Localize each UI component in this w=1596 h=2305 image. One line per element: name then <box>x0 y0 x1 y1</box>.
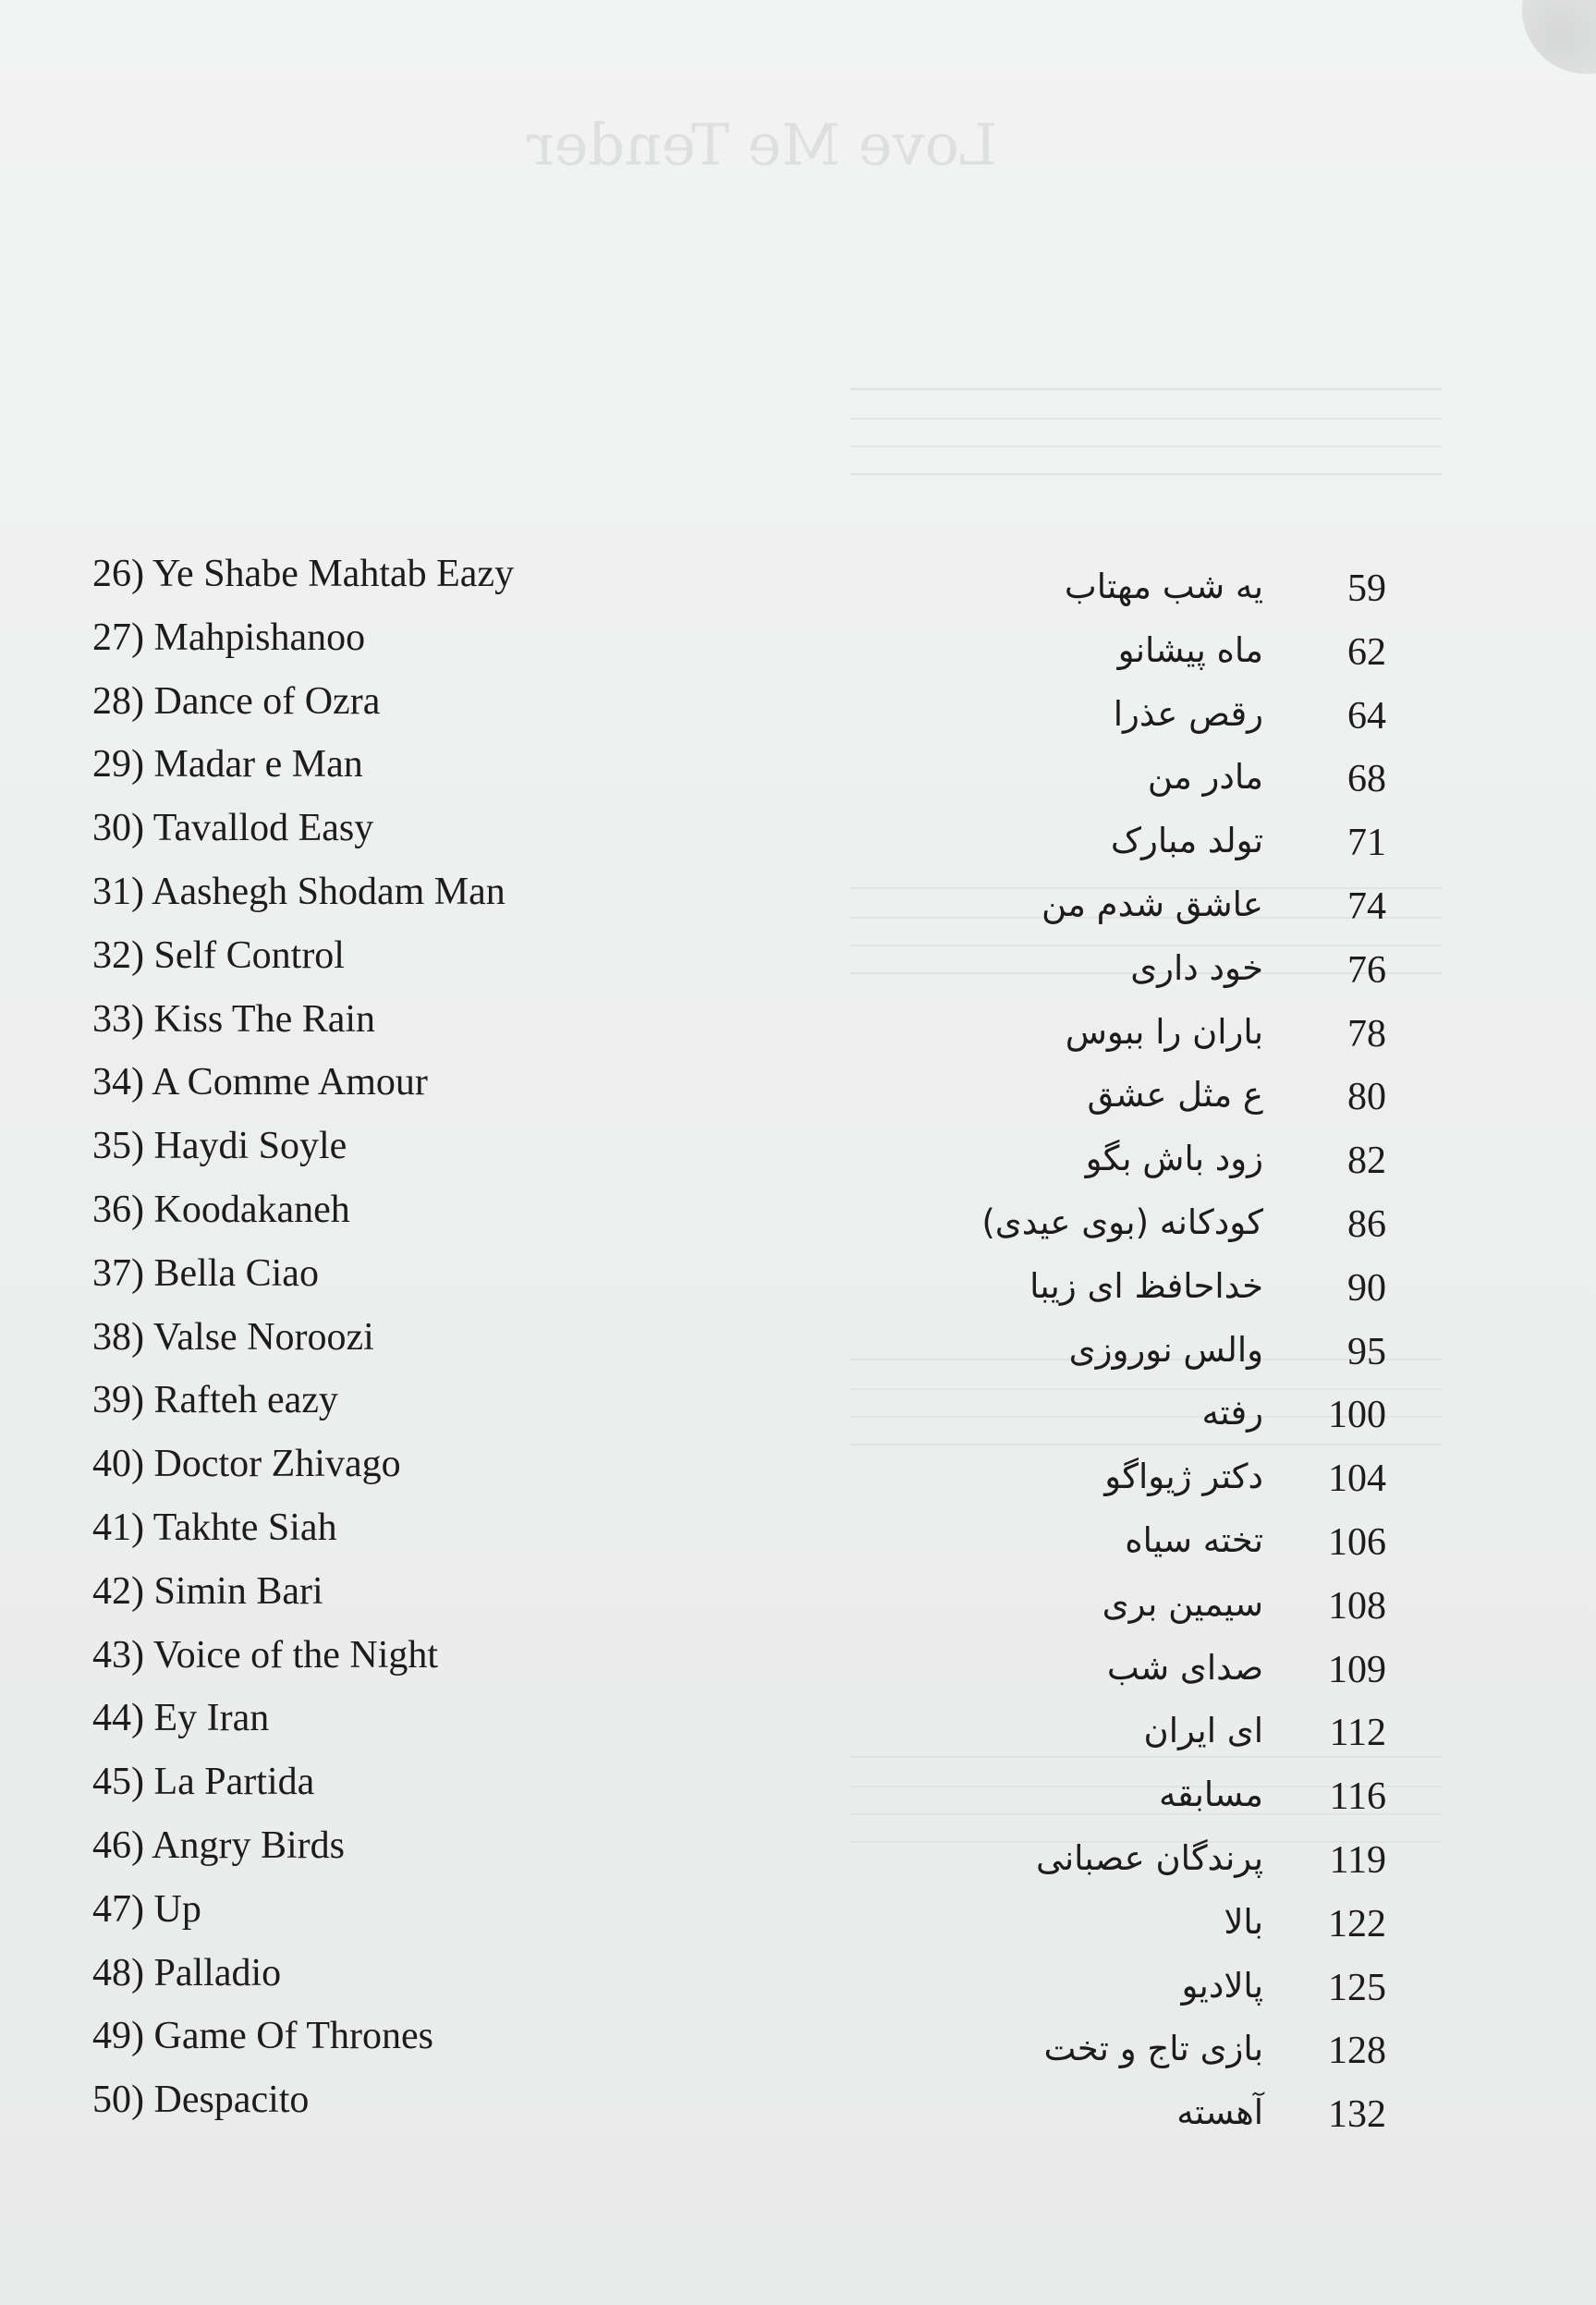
toc-entry-title: 34) A Comme Amour <box>92 1061 428 1104</box>
toc-entry <box>0 745 1596 808</box>
toc-entry-persian-title: ماه پیشانو <box>1117 629 1263 670</box>
toc-entry-title: 39) Rafteh eazy <box>92 1379 338 1422</box>
toc-entry <box>0 618 1596 681</box>
toc-entry-title: 45) La Partida <box>92 1761 315 1804</box>
toc-entry-persian-title: خداحافظ ای زیبا <box>1029 1265 1263 1306</box>
toc-entry-title: 32) Self Control <box>92 933 345 977</box>
toc-entry-title: 42) Simin Bari <box>92 1569 323 1613</box>
toc-entry <box>0 1633 1596 1699</box>
toc-entry-persian-title: صدای شب <box>1106 1647 1263 1688</box>
show-through-title: Love Me Tender <box>527 111 997 178</box>
toc-entry-title: 30) Tavallod Easy <box>92 807 374 850</box>
toc-entry-persian-title: ای ایران <box>1143 1711 1263 1751</box>
toc-entry-page-number: 71 <box>1347 822 1386 865</box>
toc-entry <box>0 933 1596 999</box>
toc-entry-title: 47) Up <box>92 1887 201 1931</box>
toc-entry-page-number: 104 <box>1328 1457 1386 1501</box>
toc-entry-title: 41) Takhte Siah <box>92 1506 337 1549</box>
toc-entry-persian-title: پالادیو <box>1181 1965 1263 2006</box>
toc-entry-persian-title: بالا <box>1224 1901 1263 1942</box>
toc-entry-title: 33) Kiss The Rain <box>92 997 376 1041</box>
toc-entry-title: 50) Despacito <box>92 2079 310 2122</box>
toc-entry-persian-title: والس نوروزی <box>1068 1329 1263 1370</box>
toc-entry <box>0 1699 1596 1762</box>
toc-entry-page-number: 95 <box>1347 1330 1386 1373</box>
toc-entry-title: 38) Valse Noroozi <box>92 1315 374 1359</box>
toc-entry-persian-title: مسابقه <box>1159 1774 1263 1815</box>
toc-entry-page-number: 128 <box>1328 2030 1386 2073</box>
toc-entry-page-number: 62 <box>1347 630 1386 674</box>
toc-entry <box>0 1127 1596 1189</box>
toc-entry-page-number: 64 <box>1347 694 1386 738</box>
toc-entry-persian-title: عاشق شدم من <box>1041 884 1263 924</box>
toc-entry-page-number: 100 <box>1328 1394 1386 1437</box>
toc-entry-title: 35) Haydi Soyle <box>92 1125 347 1168</box>
toc-entry-persian-title: کودکانه (بوی عیدی) <box>981 1202 1263 1242</box>
toc-entry-title: 46) Angry Birds <box>92 1824 345 1867</box>
toc-entry-title: 31) Aashegh Shodam Man <box>92 871 506 913</box>
toc-entry-page-number: 119 <box>1329 1839 1386 1882</box>
toc-entry-persian-title: یه شب مهتاب <box>1064 567 1263 606</box>
toc-entry-page-number: 68 <box>1347 758 1386 801</box>
toc-entry <box>0 1826 1596 1889</box>
toc-entry-persian-title: آهسته <box>1176 2092 1263 2133</box>
toc-entry-persian-title: دکتر ژیواگو <box>1104 1457 1263 1497</box>
toc-entry-page-number: 125 <box>1328 1966 1386 2009</box>
toc-entry <box>0 1569 1596 1635</box>
toc-entry-page-number: 80 <box>1347 1076 1386 1119</box>
toc-entry-persian-title: تخته سیاه <box>1125 1520 1263 1560</box>
toc-entry-title: 43) Voice of the Night <box>92 1633 439 1677</box>
toc-entry-persian-title: زود باش بگو <box>1085 1139 1263 1179</box>
toc-entry <box>0 1063 1596 1126</box>
toc-entry-title: 48) Palladio <box>92 1951 282 1994</box>
toc-entry-persian-title: سیمین بری <box>1102 1583 1263 1624</box>
toc-entry <box>0 555 1596 617</box>
toc-entry <box>0 1190 1596 1253</box>
toc-entry-persian-title: باران را ببوس <box>1065 1011 1263 1052</box>
toc-entry-persian-title: ع مثل عشق <box>1087 1075 1263 1116</box>
toc-entry-page-number: 132 <box>1328 2093 1386 2137</box>
toc-entry-page-number: 74 <box>1347 885 1386 928</box>
toc-entry <box>0 1315 1596 1381</box>
toc-entry-persian-title: تولد مبارک <box>1110 821 1263 861</box>
toc-entry <box>0 2080 1596 2143</box>
toc-entry-page-number: 90 <box>1347 1266 1386 1310</box>
toc-entry-title: 29) Madar e Man <box>92 743 363 787</box>
toc-entry-page-number: 109 <box>1328 1648 1386 1691</box>
toc-entry-persian-title: مادر من <box>1147 757 1263 798</box>
toc-entry-title: 44) Ey Iran <box>92 1697 270 1740</box>
toc-entry <box>0 1887 1596 1953</box>
toc-entry-title: 26) Ye Shabe Mahtab Eazy <box>92 553 515 595</box>
toc-entry <box>0 872 1596 935</box>
toc-entry-page-number: 78 <box>1347 1012 1386 1055</box>
toc-entry-page-number: 86 <box>1347 1203 1386 1246</box>
toc-entry <box>0 997 1596 1063</box>
toc-entry <box>0 1951 1596 2017</box>
toc-entry-persian-title: پرندگان عصبانی <box>1036 1838 1263 1878</box>
toc-entry-page-number: 108 <box>1328 1584 1386 1628</box>
toc-entry <box>0 2017 1596 2079</box>
toc-entry-title: 36) Koodakaneh <box>92 1189 350 1231</box>
toc-entry-persian-title: رقص عذرا <box>1113 693 1263 734</box>
toc-entry <box>0 1445 1596 1507</box>
toc-entry-title: 28) Dance of Ozra <box>92 679 381 723</box>
toc-entry-page-number: 82 <box>1347 1140 1386 1183</box>
toc-entry-page-number: 122 <box>1328 1902 1386 1945</box>
toc-entry-page-number: 112 <box>1329 1712 1386 1755</box>
toc-entry-title: 49) Game Of Thrones <box>92 2015 433 2058</box>
toc-entry <box>0 1508 1596 1571</box>
toc-entry-page-number: 116 <box>1329 1775 1386 1819</box>
toc-entry-title: 37) Bella Ciao <box>92 1251 319 1295</box>
toc-entry-persian-title: رفته <box>1201 1393 1263 1433</box>
toc-entry <box>0 1381 1596 1444</box>
toc-entry-page-number: 106 <box>1328 1521 1386 1564</box>
toc-entry <box>0 1251 1596 1317</box>
toc-entry <box>0 679 1596 745</box>
toc-entry-persian-title: خود داری <box>1130 947 1263 988</box>
toc-entry-title: 40) Doctor Zhivago <box>92 1443 401 1486</box>
toc-entry-persian-title: بازی تاج و تخت <box>1043 2029 1263 2069</box>
toc-entry-title: 27) Mahpishanoo <box>92 616 366 659</box>
toc-entry <box>0 809 1596 872</box>
toc-entry-page-number: 76 <box>1347 948 1386 992</box>
toc-entry-page-number: 59 <box>1347 567 1386 610</box>
toc-entry <box>0 1762 1596 1825</box>
